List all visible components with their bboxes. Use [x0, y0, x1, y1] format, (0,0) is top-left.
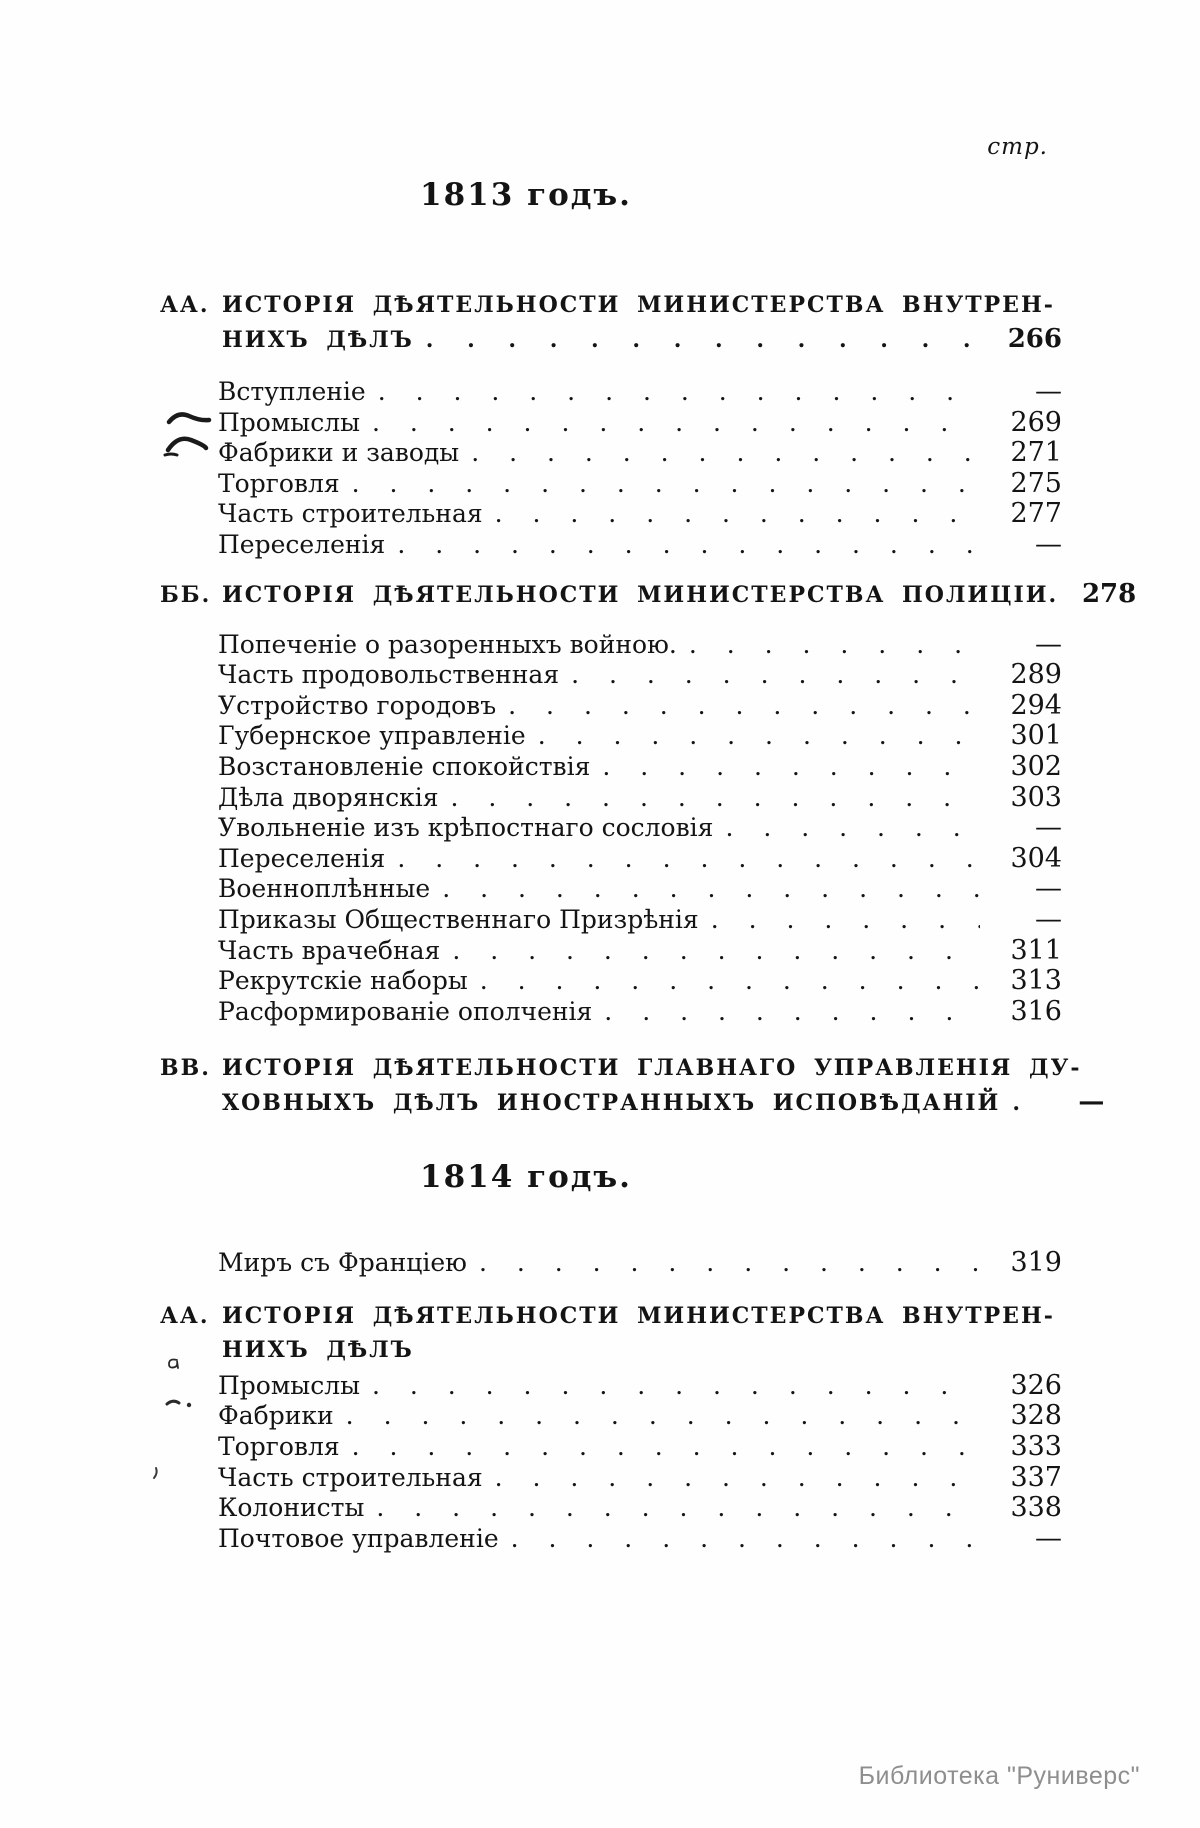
toc-entry-title: Часть строительная: [218, 499, 483, 529]
dot-leader: [397, 844, 980, 875]
toc-entry-title: Колонисты: [218, 1493, 365, 1523]
toc-row: [160, 905, 1062, 936]
toc-row: [160, 469, 1062, 500]
toc-entry-title: Фабрики и заводы: [218, 438, 460, 468]
toc-entry-title: Расформированіе ополченія: [218, 996, 593, 1026]
toc-row: [160, 377, 1062, 408]
table-of-contents: [160, 0, 1137, 1554]
dot-leader: [450, 783, 980, 814]
toc-entry-page: 303: [1010, 781, 1062, 813]
toc-entry-title: Попеченіе о разоренныхъ войною.: [218, 629, 677, 659]
toc-row: [160, 783, 1062, 814]
toc-entry-page: —: [1035, 903, 1062, 935]
dot-leader: [397, 530, 980, 561]
toc-entry-page: 278: [1081, 578, 1137, 609]
section-heading-aa-1813: [160, 288, 1062, 322]
toc-entry-page: —: [1035, 873, 1062, 905]
dot-leader: [495, 1463, 980, 1494]
toc-entry-title: Часть врачебная: [218, 935, 441, 965]
section-label: АА.: [160, 292, 210, 318]
toc-entry-title: Переселенія: [218, 843, 386, 873]
section-heading-text: ИСТОРІЯ ДѢЯТЕЛЬНОСТИ МИНИСТЕРСТВА ВНУТРЕН-: [222, 292, 1055, 318]
dot-leader: [602, 752, 980, 783]
dot-leader: [372, 1371, 980, 1402]
toc-entry-page: 338: [1010, 1492, 1062, 1524]
toc-row: [160, 1401, 1062, 1432]
toc-entry-page: 294: [1010, 689, 1062, 721]
dot-leader: [426, 323, 980, 357]
section-heading-bb-1813: [160, 577, 1137, 612]
toc-entry-title: Почтовое управленіе: [218, 1523, 499, 1553]
toc-entry-title: Возстановленіе спокойствія: [218, 751, 591, 781]
year-title-1813: 1813 годъ.: [420, 177, 632, 213]
section-heading-text: ИСТОРІЯ ДѢЯТЕЛЬНОСТИ МИНИСТЕРСТВА ПОЛИЦІИ.: [222, 581, 1059, 608]
dot-leader: [604, 997, 980, 1028]
dot-leader: [511, 1524, 980, 1555]
toc-entry-title: Торговля: [218, 468, 340, 498]
toc-entry-page: 333: [1010, 1431, 1062, 1463]
toc-group: [160, 1371, 1062, 1555]
toc-row: [160, 997, 1062, 1028]
toc-row: [160, 1371, 1062, 1402]
toc-entry-page: 319: [1010, 1247, 1062, 1279]
toc-entry-title: Часть строительная: [218, 1462, 483, 1492]
dot-leader: [571, 660, 980, 691]
toc-row: [160, 1493, 1062, 1524]
dot-leader: [479, 1248, 980, 1279]
dot-leader: [372, 408, 980, 439]
toc-row: [160, 1432, 1062, 1463]
toc-entry-page: 266: [1007, 324, 1062, 354]
handwritten-margin-mark: [162, 432, 210, 460]
toc-entry-page: 316: [1010, 995, 1062, 1027]
toc-entry-title: Переселенія: [218, 529, 386, 559]
toc-row: [160, 936, 1062, 967]
toc-entry-page: 277: [1010, 498, 1062, 530]
toc-row: [160, 660, 1062, 691]
dot-leader: [495, 499, 980, 530]
toc-entry-title: Рекрутскіе наборы: [218, 966, 468, 996]
toc-group: [160, 630, 1062, 1028]
dot-leader: [725, 813, 980, 844]
toc-entry-title: Фабрики: [218, 1401, 334, 1431]
toc-row: [160, 966, 1062, 997]
section-heading-aa-1813-line2: [160, 322, 1062, 357]
toc-entry-title: Промыслы: [218, 1370, 360, 1400]
dot-leader: [711, 905, 980, 936]
section-label: ВВ.: [160, 1055, 211, 1082]
dot-leader: [452, 936, 980, 967]
section-heading-text: НИХЪ ДѢЛЪ: [222, 1336, 414, 1363]
toc-entry-title: Дѣла дворянскія: [218, 782, 439, 812]
toc-row: [160, 630, 1062, 661]
toc-row: [160, 438, 1062, 469]
toc-entry-title: Увольненіе изъ крѣпостнаго сословія: [218, 813, 714, 843]
toc-row: [160, 499, 1062, 530]
toc-row: [160, 691, 1062, 722]
toc-entry-title: Промыслы: [218, 407, 360, 437]
handwritten-margin-mark: [166, 1356, 182, 1372]
section-heading-aa-1814-line2: [160, 1333, 1062, 1367]
section-heading-vv-1813-line2: [160, 1085, 1105, 1120]
toc-entry-page: 304: [1010, 842, 1062, 874]
handwritten-margin-mark: [166, 406, 212, 432]
section-heading-text: ИСТОРІЯ ДѢЯТЕЛЬНОСТИ МИНИСТЕРСТВА ВНУТРЕН-: [222, 1302, 1055, 1329]
toc-entry-title: Приказы Общественнаго Призрѣнія: [218, 904, 699, 934]
toc-row: [160, 844, 1062, 875]
toc-entry-title: Торговля: [218, 1432, 340, 1462]
toc-row: [160, 813, 1062, 844]
toc-row: [160, 408, 1062, 439]
section-heading-text: ИСТОРІЯ ДѢЯТЕЛЬНОСТИ ГЛАВНАГО УПРАВЛЕНІЯ ДУ-: [222, 1055, 1082, 1082]
toc-group: [160, 377, 1062, 561]
toc-entry-page: 337: [1010, 1461, 1062, 1493]
dot-leader: [1012, 1086, 1022, 1120]
dot-leader: [471, 438, 980, 469]
toc-row: [160, 1463, 1062, 1494]
toc-row: [160, 752, 1062, 783]
dot-leader: [352, 1432, 980, 1463]
section-heading-text: НИХЪ ДѢЛЪ: [222, 327, 414, 353]
handwritten-margin-mark: [150, 1466, 162, 1482]
dot-leader: [346, 1401, 980, 1432]
toc-entry-page: 313: [1010, 965, 1062, 997]
toc-entry-page: 271: [1010, 437, 1062, 469]
toc-entry-page: —: [1035, 812, 1062, 844]
toc-row: [160, 1248, 1062, 1279]
toc-entry-title: Военноплѣнные: [218, 874, 431, 904]
toc-entry-page: 328: [1010, 1400, 1062, 1432]
section-heading-aa-1814: [160, 1299, 1062, 1333]
toc-entry-page: 302: [1010, 750, 1062, 782]
toc-row: [160, 1524, 1062, 1555]
dot-leader: [442, 874, 980, 905]
section-heading-vv-1813: [160, 1051, 1082, 1085]
dot-leader: [376, 1493, 980, 1524]
dot-leader: [480, 966, 980, 997]
section-heading-text: ХОВНЫХЪ ДѢЛЪ ИНОСТРАННЫХЪ ИСПОВѢДАНІЙ: [222, 1090, 1001, 1117]
handwritten-margin-mark: [164, 1394, 196, 1412]
toc-entry-page: 269: [1010, 406, 1062, 438]
dot-leader: [538, 721, 980, 752]
toc-row: [160, 721, 1062, 752]
toc-entry-page: 289: [1010, 659, 1062, 691]
dot-leader: [378, 377, 980, 408]
toc-entry-page: —: [1035, 528, 1062, 560]
toc-entry-page: —: [1035, 628, 1062, 660]
toc-entry-title: Вступленіе: [218, 377, 366, 406]
toc-entry-page: 311: [1010, 934, 1062, 966]
toc-entry-page: —: [1035, 376, 1062, 407]
library-watermark: Библиотека "Руниверс": [858, 1762, 1140, 1790]
toc-entry-title: Миръ съ Франціею: [218, 1248, 467, 1278]
toc-entry-title: Устройство городовъ: [218, 690, 497, 720]
toc-entry-page: —: [1035, 1522, 1062, 1554]
toc-entry-page: —: [1078, 1087, 1105, 1118]
dot-leader: [508, 691, 980, 722]
section-label: ББ.: [160, 581, 212, 608]
toc-entry-page: 326: [1010, 1369, 1062, 1401]
toc-entry-title: Часть продовольственная: [218, 660, 560, 690]
toc-entry-page: 275: [1010, 467, 1062, 499]
toc-row: [160, 874, 1062, 905]
section-label: АА.: [160, 1302, 210, 1329]
toc-row: [160, 530, 1062, 561]
dot-leader: [352, 469, 980, 500]
page-column-label: стр.: [987, 134, 1048, 160]
toc-entry-title: Губернское управленіе: [218, 721, 526, 751]
year-title-1814: 1814 годъ.: [420, 1159, 632, 1196]
toc-entry-page: 301: [1010, 720, 1062, 752]
dot-leader: [689, 630, 980, 661]
